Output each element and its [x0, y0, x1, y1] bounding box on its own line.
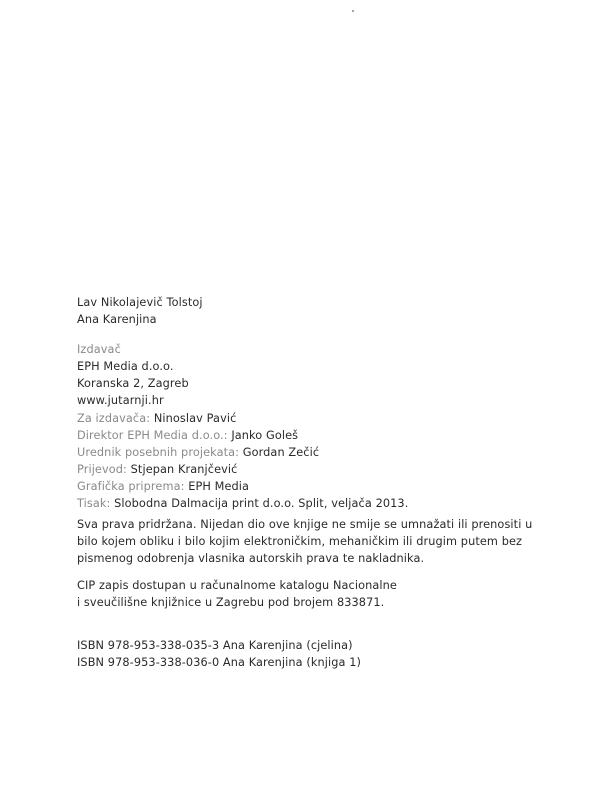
credit-label: Tisak: [77, 497, 111, 510]
credit-label: Za izdavača: [77, 412, 151, 425]
cip-notice [77, 577, 577, 611]
isbn-line: ISBN 978-953-338-035-3 Ana Karenjina (cjelina) [77, 639, 353, 652]
credit-value: Gordan Zečić [239, 446, 320, 459]
title-block [77, 294, 577, 328]
credit-label: Grafička priprema: [77, 480, 185, 493]
publisher-name: EPH Media d.o.o. [77, 360, 174, 373]
credit-print [77, 495, 577, 512]
credit-label: Prijevod: [77, 463, 127, 476]
credit-value: EPH Media [184, 480, 250, 493]
book-title: Ana Karenjina [77, 313, 157, 326]
rights-line: pismenog odobrenja vlasnika autorskih prava te nakladnika. [77, 552, 425, 565]
credit-value: Slobodna Dalmacija print d.o.o. Split, veljača 2013. [110, 497, 409, 510]
credit-publisher-rep [77, 410, 577, 427]
credit-graphics [77, 478, 577, 495]
publisher-block [77, 341, 577, 409]
credit-value: Ninoslav Pavić [150, 412, 237, 425]
isbn-line: ISBN 978-953-338-036-0 Ana Karenjina (knjiga 1) [77, 656, 361, 669]
credit-label: Urednik posebnih projekata: [77, 446, 240, 459]
publisher-website: www.jutarnji.hr [77, 394, 164, 407]
rights-notice [77, 516, 577, 567]
credit-director [77, 427, 577, 444]
credit-value: Janko Goleš [227, 429, 299, 442]
publisher-address: Koranska 2, Zagreb [77, 377, 189, 390]
credit-label: Direktor EPH Media d.o.o.: [77, 429, 228, 442]
publisher-label: Izdavač [77, 343, 121, 356]
cip-line: CIP zapis dostupan u računalnome katalogu Nacionalne [77, 579, 397, 592]
rights-line: bilo kojem obliku i bilo kojim elektroničkim, mehaničkim ili drugim putem bez [77, 535, 523, 548]
credits-block [77, 410, 577, 512]
author-name: Lav Nikolajevič Tolstoj [77, 296, 203, 309]
rights-line: Sva prava pridržana. Nijedan dio ove knjige ne smije se umnažati ili prenositi u [77, 518, 533, 531]
credit-value: Stjepan Kranjčević [126, 463, 238, 476]
credit-translation [77, 461, 577, 478]
isbn-block [77, 637, 577, 671]
credit-editor [77, 444, 577, 461]
cip-line: i sveučilišne knjižnice u Zagrebu pod brojem 833871. [77, 596, 385, 609]
speck-mark [352, 10, 354, 12]
